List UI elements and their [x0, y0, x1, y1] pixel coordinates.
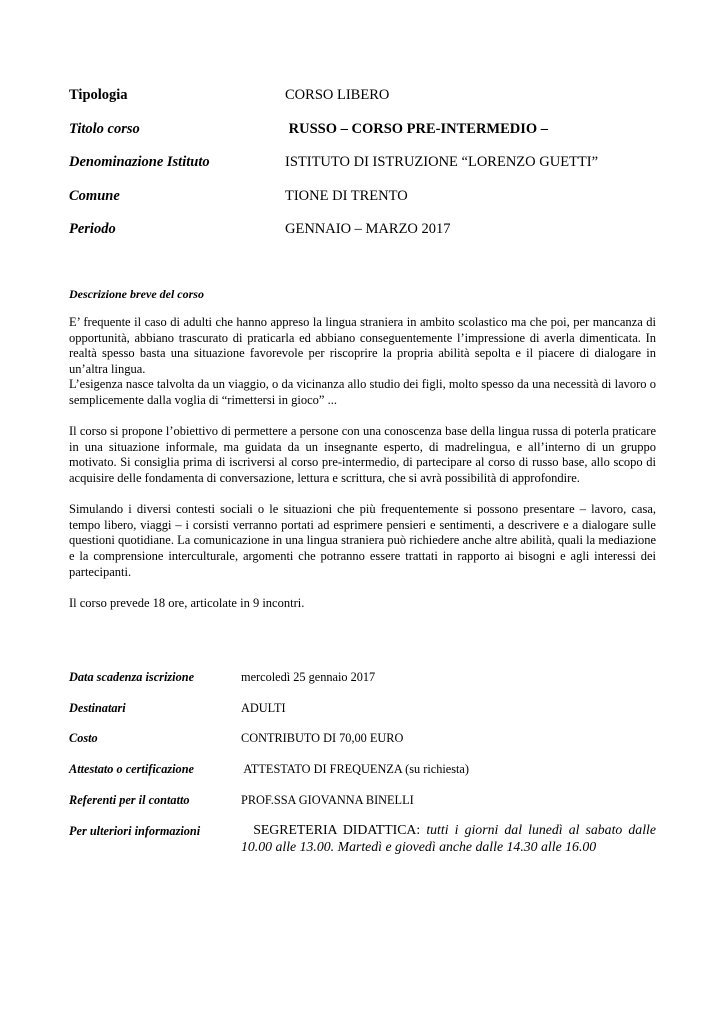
field-label: Titolo corso [69, 121, 140, 137]
field-label: Comune [69, 188, 120, 204]
detail-label: Attestato o certificazione [69, 762, 195, 776]
description-paragraph: Il corso prevede 18 ore, articolate in 9 incontri. [69, 595, 305, 610]
field-value: RUSSO – CORSO PRE-INTERMEDIO – [285, 121, 549, 137]
description-paragraph: Simulando i diversi contesti sociali o le situazioni che più frequentemente si possono presentare – lavoro, casa, tempo libero, viaggi – i corsisti verranno portati ad esprimere pensieri e sentimenti, a descrivere e a dialogare sulle questioni quotidiane. La comunicazione in una lingua straniera può richiedere anche altre abilità, quali la mediazione e la comprensione interculturale, argomenti che potranno essere trattati in rapporto ai bisogni e agli interessi dei partecipanti. [69, 502, 656, 579]
field-value: GENNAIO – MARZO 2017 [285, 221, 451, 237]
detail-value [241, 821, 656, 855]
description-heading: Descrizione breve del corso [69, 287, 204, 301]
field-value: ISTITUTO DI ISTRUZIONE “LORENZO GUETTI” [285, 154, 599, 170]
description-body [69, 315, 656, 611]
description-paragraph: E’ frequente il caso di adulti che hanno appreso la lingua straniera in ambito scolastico ma che poi, per mancanza di opportunità, abbiano trascurato di praticarla ed abbiano conseguentemente l’impressione di averla dimenticata. In realtà spesso basta una situazione favorevole per riscoprire la propria abilità sepolta e il piacere di dialogare in un’altra lingua. [69, 315, 656, 376]
description-paragraph: L’esigenza nasce talvolta da un viaggio, o da vicinanza allo studio dei figli, molto spesso da una necessità di lavoro o semplicemente dalla voglia di “rimettersi in gioco” ... [69, 377, 656, 407]
detail-label: Referenti per il contatto [69, 793, 190, 807]
detail-value: PROF.SSA GIOVANNA BINELLI [241, 793, 414, 807]
field-value: CORSO LIBERO [285, 87, 390, 103]
detail-value: mercoledì 25 gennaio 2017 [241, 670, 376, 684]
detail-label: Data scadenza iscrizione [69, 670, 195, 684]
field-value: TIONE DI TRENTO [285, 188, 408, 204]
detail-value: ATTESTATO DI FREQUENZA (su richiesta) [241, 762, 469, 776]
field-label: Periodo [69, 221, 116, 237]
description-paragraph: Il corso si propone l’obiettivo di permettere a persone con una conoscenza base della lingua russa di poterla praticare in una situazione informale, ma guidata da un insegnante esperto, di madrelingua, e all’interno di un gruppo motivato. Si consiglia prima di iscriversi al corso pre-intermedio, di partecipare al corso di russo base, allo scopo di acquisire delle fondamenta di conversazione, lettura e scrittura, che si avrà possibilità di approfondire. [69, 424, 656, 485]
detail-label: Per ulteriori informazioni [69, 824, 201, 838]
detail-label: Costo [69, 731, 98, 745]
detail-label: Destinatari [69, 701, 126, 715]
detail-value: CONTRIBUTO DI 70,00 EURO [241, 731, 404, 745]
field-label: Denominazione Istituto [69, 154, 210, 170]
detail-value-schedule: tutti i giorni dal lunedì al sabato dalle 10.00 alle 13.00. Martedì e giovedì anche dalle 14.30 alle 16.00 [241, 822, 656, 854]
detail-value-prefix: SEGRETERIA DIDATTICA: [253, 822, 421, 837]
field-label: Tipologia [69, 87, 128, 103]
detail-value: ADULTI [241, 701, 286, 715]
